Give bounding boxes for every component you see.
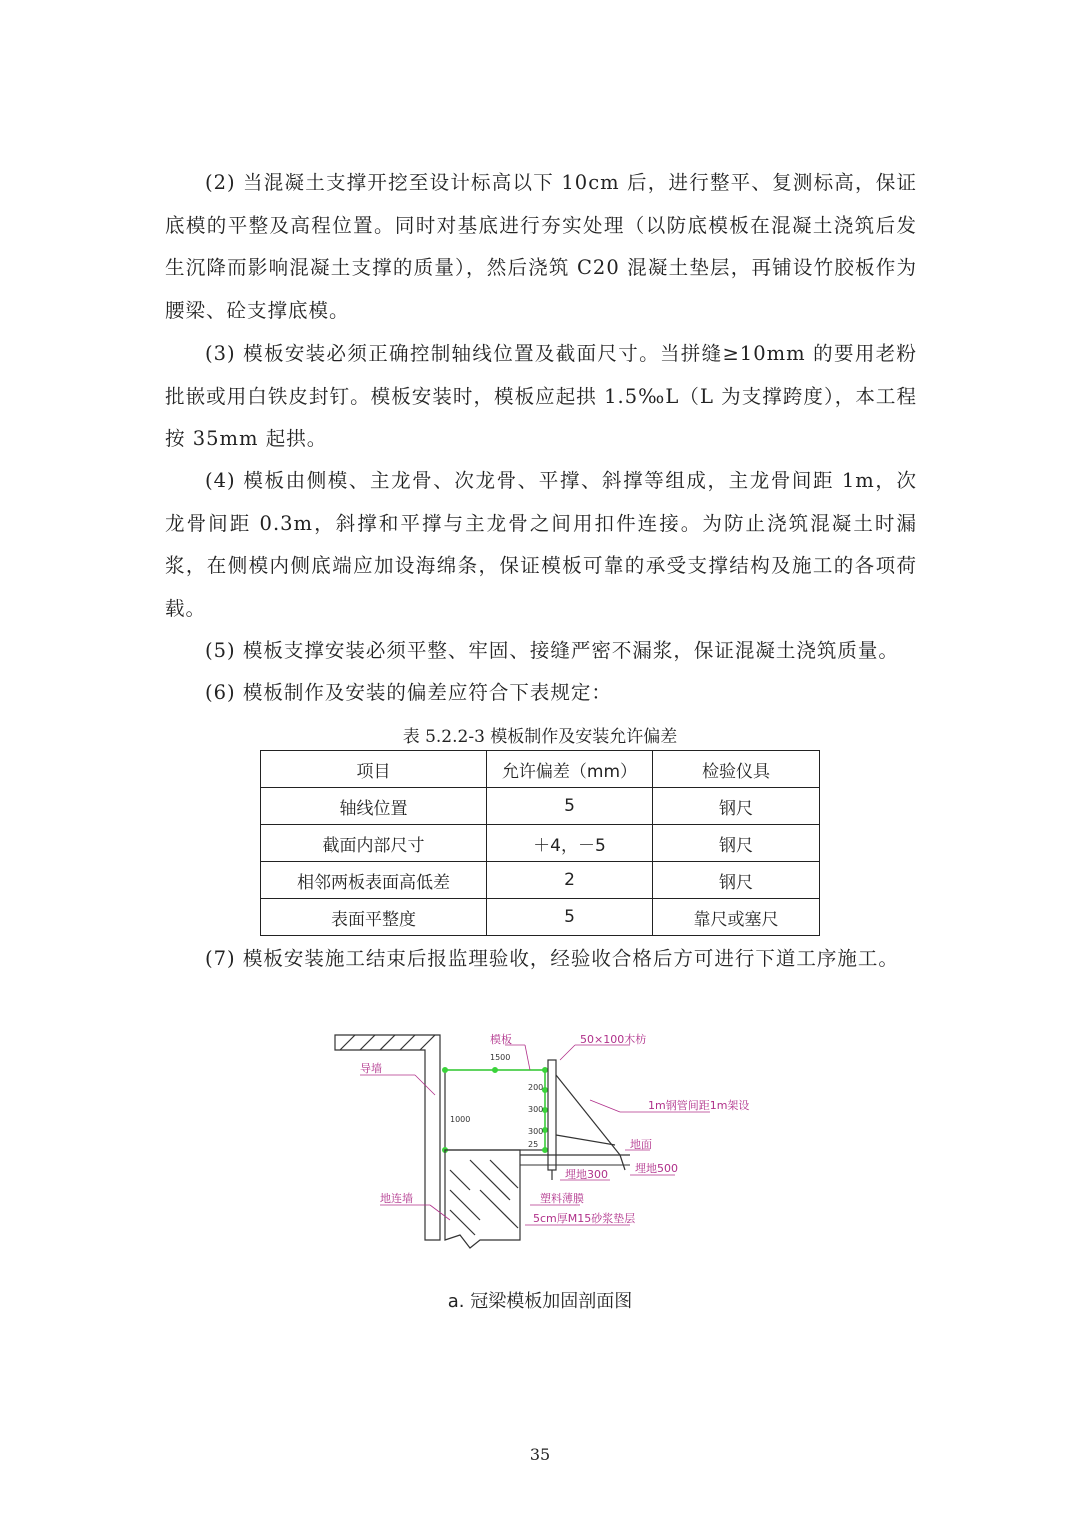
table-cell: 钢尺: [653, 825, 820, 862]
label-diaphragm-wall: 地连墙: [380, 1192, 413, 1205]
diaphragm-wall-drawing: [445, 1150, 520, 1248]
dim-300: 300: [528, 1105, 544, 1114]
figure-caption: a. 冠梁模板加固剖面图: [447, 1291, 633, 1312]
dim-200: 200: [528, 1083, 544, 1092]
crown-beam-section-figure: [330, 1030, 750, 1260]
tolerance-table: [260, 750, 820, 936]
table-cell: 5: [487, 788, 653, 825]
table-cell: ＋4，－5: [487, 825, 653, 862]
table-cell: 轴线位置: [261, 788, 487, 825]
paragraph-2: (2) 当混凝土支撑开挖至设计标高以下 10cm 后，进行整平、复测标高，保证底模的平整及高程位置。同时对基底进行夯实处理（以防底模板在混凝土浇筑后发生沉降而影响混凝土支撑的质量），然后浇筑 C20 混凝土垫层，再铺设竹胶板作为腰梁、砼支撑底模。: [165, 171, 917, 322]
dim-1500: 1500: [490, 1053, 511, 1062]
table-cell: 5: [487, 899, 653, 936]
dim-300b: 300: [528, 1127, 544, 1136]
page-number: 35: [529, 1445, 551, 1464]
paragraph-7: (7) 模板安装施工结束后报监理验收，经验收合格后方可进行下道工序施工。: [205, 947, 899, 970]
label-ground: 地面: [630, 1138, 652, 1151]
guide-wall-drawing: [335, 1035, 440, 1240]
table-cell: 2: [487, 862, 653, 899]
label-timber: 50×100木枋: [580, 1033, 647, 1046]
label-plastic-film: 塑料薄膜: [540, 1192, 584, 1205]
label-guide-wall: 导墙: [360, 1062, 382, 1075]
table-row: [261, 862, 820, 899]
paragraph-5: (5) 模板支撑安装必须平整、牢固、接缝严密不漏浆，保证混凝土浇筑质量。: [205, 639, 899, 662]
label-embed-300: 埋地300: [565, 1168, 608, 1181]
table-cell: 靠尺或塞尺: [653, 899, 820, 936]
table-header-row: [261, 751, 820, 788]
table-row: [261, 788, 820, 825]
table-row: [261, 825, 820, 862]
header-tolerance: 允许偏差（mm）: [487, 751, 653, 788]
table-caption: 表 5.2.2-3 模板制作及安装允许偏差: [402, 727, 678, 747]
bracing-drawing: [548, 1060, 625, 1180]
label-mortar-layer: 5cm厚M15砂浆垫层: [533, 1212, 636, 1225]
paragraph-4: (4) 模板由侧模、主龙骨、次龙骨、平撑、斜撑等组成，主龙骨间距 1m，次龙骨间距 0.3m，斜撑和平撑与主龙骨之间用扣件连接。为防止浇筑混凝土时漏浆，在侧模内侧底端应加设海绵条，保证模板可靠的承受支撑结构及施工的各项荷载。: [165, 469, 917, 620]
table-cell: 表面平整度: [261, 899, 487, 936]
header-item: 项目: [261, 751, 487, 788]
label-embed-500: 埋地500: [635, 1162, 678, 1175]
table-cell: 钢尺: [653, 788, 820, 825]
dim-1000: 1000: [450, 1115, 471, 1124]
paragraph-3: (3) 模板安装必须正确控制轴线位置及截面尺寸。当拼缝≥10mm 的要用老粉批嵌或用白铁皮封钉。模板安装时，模板应起拱 1.5‰L（L 为支撑跨度），本工程按 35mm 起拱。: [165, 342, 917, 450]
label-steel-pipe: 1m钢管间距1m架设: [648, 1099, 750, 1112]
dim-25: 25: [528, 1140, 539, 1149]
paragraph-6: (6) 模板制作及安装的偏差应符合下表规定：: [205, 681, 612, 704]
table-cell: 截面内部尺寸: [261, 825, 487, 862]
table-cell: 相邻两板表面高低差: [261, 862, 487, 899]
table-cell: 钢尺: [653, 862, 820, 899]
label-formwork: 模板: [490, 1033, 512, 1046]
header-instrument: 检验仪具: [653, 751, 820, 788]
table-row: [261, 899, 820, 936]
